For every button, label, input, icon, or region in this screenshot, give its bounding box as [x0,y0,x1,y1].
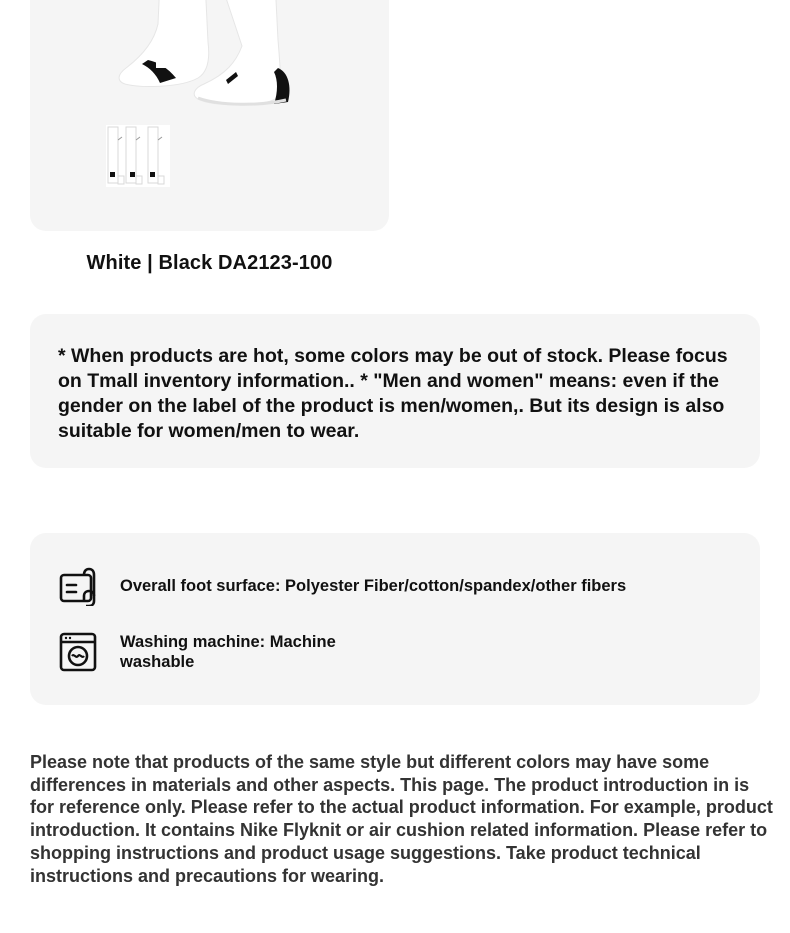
stock-notice-text: * When products are hot, some colors may be out of stock. Please focus on Tmall inventory information.. * "Men and women" means: even if the gender on the label of the product is men/women,. But its design is also suitable for women/men to wear. [58,345,728,442]
product-variant-label: White | Black DA2123-100 [86,252,333,274]
washing-feature-text: Washing machine: Machine washable [120,633,336,671]
product-image-card[interactable] [30,0,389,231]
product-disclaimer-text: Please note that products of the same style but different colors may have some differences in materials and other aspects. This page. The product introduction in is for reference only. Please refer to the actual product information. For example, product introduction. It contains Nike Flyknit or air cushion related information. Please refer to shopping instructions and product usage suggestions. Take product technical instructions and precautions for wearing. [30,752,773,886]
white-black-socks-image [30,0,389,231]
material-feature-row [58,566,626,606]
material-care-box [30,533,760,705]
fabric-roll-icon [58,566,98,606]
three-pack-socks-thumbnail [106,125,170,187]
stock-notice-box [30,314,760,468]
material-feature-text: Overall foot surface: Polyester Fiber/cotton/spandex/other fibers [120,577,627,595]
washing-feature-row [58,632,380,672]
washing-machine-icon [58,632,98,672]
